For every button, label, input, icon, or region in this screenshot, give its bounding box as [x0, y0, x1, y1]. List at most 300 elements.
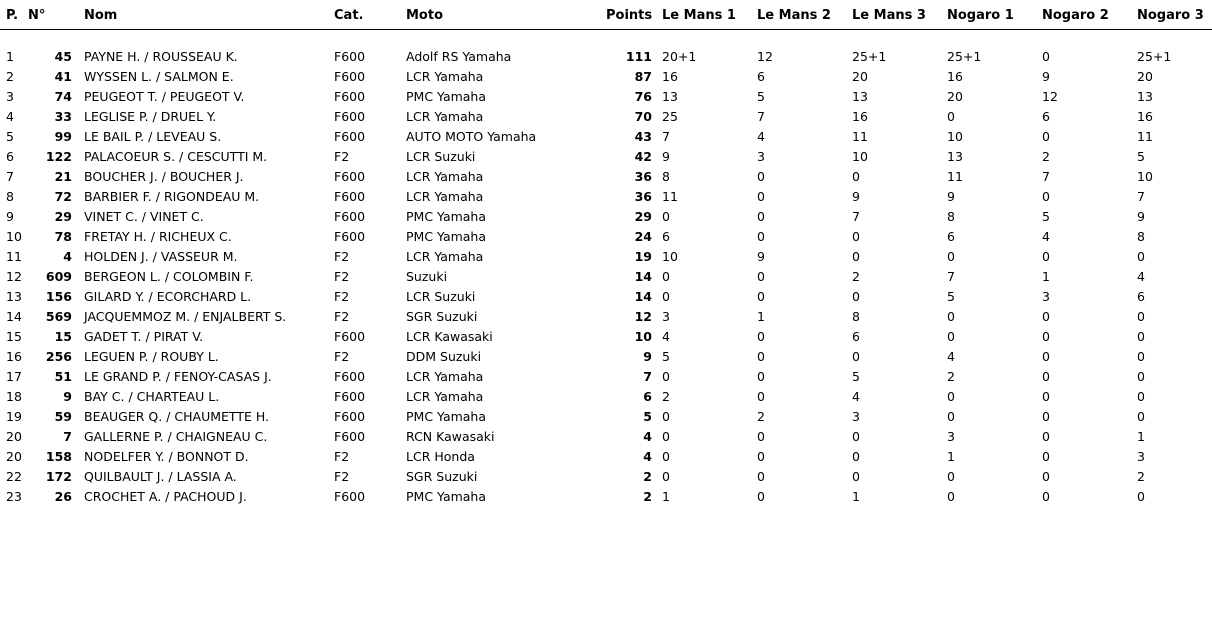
cell-points: 14 — [634, 289, 652, 304]
cell-race-6: 25+1 — [1137, 49, 1172, 64]
cell-points: 42 — [634, 149, 652, 164]
cell-category: F600 — [334, 209, 366, 224]
cell-position: 10 — [6, 229, 22, 244]
cell-position: 5 — [6, 129, 14, 144]
table-row — [0, 47, 1212, 67]
cell-race-6: 4 — [1137, 269, 1145, 284]
cell-name: FRETAY H. / RICHEUX C. — [84, 229, 232, 244]
cell-race-5: 0 — [1042, 449, 1050, 464]
cell-race-6: 2 — [1137, 469, 1145, 484]
cell-race-4: 16 — [947, 69, 963, 84]
cell-number: 4 — [63, 249, 72, 264]
cell-race-2: 0 — [757, 469, 765, 484]
cell-points: 43 — [634, 129, 652, 144]
cell-moto: DDM Suzuki — [406, 349, 482, 364]
cell-position: 13 — [6, 289, 22, 304]
cell-race-2: 12 — [757, 49, 773, 64]
cell-position: 11 — [6, 249, 22, 264]
cell-number: 45 — [54, 49, 72, 64]
cell-race-3: 6 — [852, 329, 860, 344]
cell-moto: PMC Yamaha — [406, 489, 487, 504]
cell-race-5: 6 — [1042, 109, 1050, 124]
cell-moto: PMC Yamaha — [406, 209, 487, 224]
cell-race-3: 25+1 — [852, 49, 887, 64]
cell-points: 111 — [625, 49, 652, 64]
cell-race-6: 10 — [1137, 169, 1153, 184]
cell-race-1: 6 — [662, 229, 670, 244]
cell-category: F600 — [334, 109, 366, 124]
cell-number: 569 — [45, 309, 72, 324]
cell-moto: LCR Yamaha — [406, 189, 484, 204]
cell-race-1: 0 — [662, 469, 670, 484]
cell-number: 609 — [45, 269, 72, 284]
cell-name: QUILBAULT J. / LASSIA A. — [84, 469, 237, 484]
cell-race-1: 20+1 — [662, 49, 697, 64]
cell-name: GILARD Y. / ECORCHARD L. — [84, 289, 252, 304]
cell-race-4: 0 — [947, 389, 955, 404]
column-header-race-6: Nogaro 3 — [1137, 8, 1204, 23]
cell-position: 20 — [6, 449, 22, 464]
cell-name: BAY C. / CHARTEAU L. — [84, 389, 220, 404]
cell-race-3: 8 — [852, 309, 860, 324]
cell-name: GALLERNE P. / CHAIGNEAU C. — [84, 429, 268, 444]
cell-race-1: 0 — [662, 209, 670, 224]
cell-number: 256 — [45, 349, 72, 364]
cell-race-3: 1 — [852, 489, 860, 504]
cell-moto: LCR Suzuki — [406, 289, 476, 304]
cell-race-6: 20 — [1137, 69, 1153, 84]
cell-position: 12 — [6, 269, 22, 284]
cell-race-5: 0 — [1042, 329, 1050, 344]
cell-category: F2 — [334, 249, 350, 264]
table-row — [0, 227, 1212, 247]
cell-race-5: 0 — [1042, 309, 1050, 324]
cell-race-5: 0 — [1042, 429, 1050, 444]
cell-name: VINET C. / VINET C. — [84, 209, 204, 224]
cell-race-2: 3 — [757, 149, 765, 164]
table-row — [0, 487, 1212, 507]
cell-number: 41 — [54, 69, 72, 84]
table-row — [0, 87, 1212, 107]
cell-race-5: 0 — [1042, 189, 1050, 204]
cell-category: F600 — [334, 329, 366, 344]
cell-category: F2 — [334, 269, 350, 284]
cell-race-1: 0 — [662, 449, 670, 464]
cell-race-6: 0 — [1137, 489, 1145, 504]
cell-category: F2 — [334, 449, 350, 464]
cell-race-5: 4 — [1042, 229, 1050, 244]
cell-number: 122 — [45, 149, 72, 164]
column-header-race-1: Le Mans 1 — [662, 8, 736, 23]
cell-moto: Adolf RS Yamaha — [406, 49, 512, 64]
cell-name: BOUCHER J. / BOUCHER J. — [84, 169, 244, 184]
cell-number: 33 — [54, 109, 72, 124]
cell-position: 20 — [6, 429, 22, 444]
cell-race-2: 0 — [757, 169, 765, 184]
cell-position: 9 — [6, 209, 14, 224]
cell-race-3: 0 — [852, 429, 860, 444]
column-header-moto: Moto — [406, 8, 444, 23]
cell-race-6: 16 — [1137, 109, 1153, 124]
cell-moto: LCR Honda — [406, 449, 475, 464]
cell-points: 7 — [643, 369, 652, 384]
cell-race-4: 0 — [947, 109, 955, 124]
cell-category: F600 — [334, 49, 366, 64]
cell-race-6: 3 — [1137, 449, 1145, 464]
cell-race-5: 0 — [1042, 349, 1050, 364]
cell-race-2: 0 — [757, 489, 765, 504]
cell-category: F2 — [334, 349, 350, 364]
cell-race-4: 0 — [947, 309, 955, 324]
cell-race-6: 13 — [1137, 89, 1153, 104]
cell-race-2: 0 — [757, 229, 765, 244]
cell-race-3: 5 — [852, 369, 860, 384]
cell-position: 15 — [6, 329, 22, 344]
cell-category: F600 — [334, 89, 366, 104]
cell-race-4: 20 — [947, 89, 963, 104]
cell-name: PAYNE H. / ROUSSEAU K. — [84, 49, 238, 64]
table-row — [0, 427, 1212, 447]
cell-race-1: 3 — [662, 309, 670, 324]
cell-number: 15 — [54, 329, 72, 344]
cell-points: 14 — [634, 269, 652, 284]
cell-moto: LCR Kawasaki — [406, 329, 493, 344]
column-header-category: Cat. — [334, 8, 364, 23]
cell-race-5: 9 — [1042, 69, 1050, 84]
cell-number: 172 — [45, 469, 72, 484]
cell-race-5: 0 — [1042, 249, 1050, 264]
cell-points: 19 — [634, 249, 652, 264]
cell-race-4: 0 — [947, 329, 955, 344]
cell-race-3: 0 — [852, 229, 860, 244]
cell-name: PALACOEUR S. / CESCUTTI M. — [84, 149, 268, 164]
cell-race-3: 0 — [852, 469, 860, 484]
table-row — [0, 367, 1212, 387]
cell-race-6: 5 — [1137, 149, 1145, 164]
column-header-number: N° — [28, 8, 46, 23]
cell-category: F2 — [334, 289, 350, 304]
table-row — [0, 167, 1212, 187]
cell-points: 6 — [643, 389, 652, 404]
cell-race-2: 5 — [757, 89, 765, 104]
table-row — [0, 387, 1212, 407]
cell-name: WYSSEN L. / SALMON E. — [84, 69, 234, 84]
cell-number: 7 — [63, 429, 72, 444]
cell-number: 59 — [54, 409, 72, 424]
cell-race-2: 0 — [757, 349, 765, 364]
cell-race-6: 7 — [1137, 189, 1145, 204]
cell-race-4: 0 — [947, 249, 955, 264]
cell-race-1: 2 — [662, 389, 670, 404]
column-header-race-2: Le Mans 2 — [757, 8, 831, 23]
cell-race-5: 0 — [1042, 369, 1050, 384]
cell-race-3: 10 — [852, 149, 868, 164]
cell-moto: PMC Yamaha — [406, 409, 487, 424]
cell-race-1: 0 — [662, 369, 670, 384]
column-header-race-3: Le Mans 3 — [852, 8, 926, 23]
cell-race-5: 0 — [1042, 49, 1050, 64]
cell-race-6: 0 — [1137, 249, 1145, 264]
column-header-race-4: Nogaro 1 — [947, 8, 1014, 23]
cell-points: 2 — [643, 469, 652, 484]
cell-name: GADET T. / PIRAT V. — [84, 329, 204, 344]
cell-race-5: 12 — [1042, 89, 1058, 104]
cell-name: JACQUEMMOZ M. / ENJALBERT S. — [84, 309, 287, 324]
cell-position: 19 — [6, 409, 22, 424]
cell-race-6: 0 — [1137, 369, 1145, 384]
table-row — [0, 467, 1212, 487]
cell-number: 21 — [54, 169, 72, 184]
cell-race-2: 6 — [757, 69, 765, 84]
cell-race-1: 5 — [662, 349, 670, 364]
cell-position: 4 — [6, 109, 14, 124]
cell-race-2: 4 — [757, 129, 765, 144]
cell-name: HOLDEN J. / VASSEUR M. — [84, 249, 238, 264]
cell-points: 9 — [643, 349, 652, 364]
cell-name: BEAUGER Q. / CHAUMETTE H. — [84, 409, 269, 424]
cell-position: 16 — [6, 349, 22, 364]
cell-race-3: 0 — [852, 169, 860, 184]
cell-race-5: 3 — [1042, 289, 1050, 304]
cell-position: 8 — [6, 189, 14, 204]
cell-points: 76 — [634, 89, 652, 104]
cell-moto: LCR Yamaha — [406, 249, 484, 264]
cell-moto: PMC Yamaha — [406, 229, 487, 244]
column-header-race-5: Nogaro 2 — [1042, 8, 1109, 23]
cell-race-1: 7 — [662, 129, 670, 144]
cell-race-6: 8 — [1137, 229, 1145, 244]
cell-race-2: 0 — [757, 429, 765, 444]
cell-race-2: 0 — [757, 289, 765, 304]
cell-race-4: 1 — [947, 449, 955, 464]
cell-race-2: 0 — [757, 269, 765, 284]
table-row — [0, 207, 1212, 227]
header-spacer — [0, 30, 1212, 48]
cell-category: F600 — [334, 189, 366, 204]
cell-race-5: 5 — [1042, 209, 1050, 224]
cell-race-4: 3 — [947, 429, 955, 444]
cell-number: 99 — [54, 129, 72, 144]
cell-race-4: 13 — [947, 149, 963, 164]
table-row — [0, 307, 1212, 327]
cell-race-1: 0 — [662, 429, 670, 444]
cell-race-4: 11 — [947, 169, 963, 184]
table-row — [0, 287, 1212, 307]
cell-position: 17 — [6, 369, 22, 384]
cell-race-3: 0 — [852, 449, 860, 464]
cell-race-2: 9 — [757, 249, 765, 264]
cell-race-2: 7 — [757, 109, 765, 124]
cell-race-3: 0 — [852, 249, 860, 264]
column-header-points: Points — [606, 8, 653, 23]
cell-race-5: 0 — [1042, 489, 1050, 504]
cell-race-3: 2 — [852, 269, 860, 284]
cell-race-6: 0 — [1137, 309, 1145, 324]
cell-race-1: 1 — [662, 489, 670, 504]
cell-points: 2 — [643, 489, 652, 504]
table-row — [0, 447, 1212, 467]
standings-table — [0, 8, 1212, 507]
cell-race-5: 0 — [1042, 409, 1050, 424]
cell-name: BERGEON L. / COLOMBIN F. — [84, 269, 254, 284]
cell-race-1: 10 — [662, 249, 678, 264]
cell-number: 51 — [54, 369, 72, 384]
cell-number: 158 — [45, 449, 72, 464]
column-header-name: Nom — [84, 8, 118, 23]
cell-race-3: 3 — [852, 409, 860, 424]
cell-points: 36 — [634, 189, 652, 204]
table-row — [0, 127, 1212, 147]
cell-points: 10 — [634, 329, 652, 344]
cell-race-2: 1 — [757, 309, 765, 324]
cell-race-5: 0 — [1042, 469, 1050, 484]
cell-category: F600 — [334, 129, 366, 144]
cell-points: 24 — [634, 229, 652, 244]
cell-race-3: 4 — [852, 389, 860, 404]
cell-number: 156 — [45, 289, 72, 304]
cell-category: F600 — [334, 389, 366, 404]
cell-points: 87 — [634, 69, 652, 84]
cell-race-1: 4 — [662, 329, 670, 344]
cell-race-3: 11 — [852, 129, 868, 144]
cell-moto: AUTO MOTO Yamaha — [406, 129, 537, 144]
cell-race-3: 9 — [852, 189, 860, 204]
cell-race-6: 9 — [1137, 209, 1145, 224]
cell-number: 26 — [54, 489, 72, 504]
cell-moto: Suzuki — [406, 269, 448, 284]
cell-points: 4 — [643, 429, 652, 444]
cell-moto: LCR Yamaha — [406, 369, 484, 384]
cell-moto: PMC Yamaha — [406, 89, 487, 104]
cell-points: 36 — [634, 169, 652, 184]
cell-category: F600 — [334, 369, 366, 384]
table-row — [0, 187, 1212, 207]
column-header-position: P. — [6, 8, 19, 23]
cell-number: 74 — [54, 89, 72, 104]
cell-position: 7 — [6, 169, 14, 184]
cell-name: PEUGEOT T. / PEUGEOT V. — [84, 89, 245, 104]
cell-race-4: 25+1 — [947, 49, 982, 64]
cell-points: 29 — [634, 209, 652, 224]
cell-category: F2 — [334, 469, 350, 484]
cell-category: F600 — [334, 409, 366, 424]
cell-number: 72 — [54, 189, 72, 204]
cell-race-1: 0 — [662, 409, 670, 424]
cell-number: 78 — [54, 229, 72, 244]
cell-position: 2 — [6, 69, 14, 84]
cell-points: 12 — [634, 309, 652, 324]
cell-race-1: 11 — [662, 189, 678, 204]
cell-race-5: 0 — [1042, 389, 1050, 404]
cell-race-1: 0 — [662, 289, 670, 304]
cell-race-5: 0 — [1042, 129, 1050, 144]
cell-race-6: 0 — [1137, 389, 1145, 404]
cell-race-5: 7 — [1042, 169, 1050, 184]
cell-race-4: 2 — [947, 369, 955, 384]
cell-moto: LCR Yamaha — [406, 69, 484, 84]
table-row — [0, 147, 1212, 167]
cell-name: LEGUEN P. / ROUBY L. — [84, 349, 219, 364]
cell-moto: SGR Suzuki — [406, 469, 478, 484]
cell-race-4: 7 — [947, 269, 955, 284]
cell-name: BARBIER F. / RIGONDEAU M. — [84, 189, 260, 204]
cell-position: 14 — [6, 309, 22, 324]
cell-position: 22 — [6, 469, 22, 484]
table-row — [0, 247, 1212, 267]
cell-name: CROCHET A. / PACHOUD J. — [84, 489, 247, 504]
cell-race-4: 0 — [947, 469, 955, 484]
cell-name: LE GRAND P. / FENOY-CASAS J. — [84, 369, 272, 384]
cell-race-6: 0 — [1137, 349, 1145, 364]
cell-points: 4 — [643, 449, 652, 464]
cell-race-4: 5 — [947, 289, 955, 304]
cell-race-1: 9 — [662, 149, 670, 164]
cell-moto: LCR Yamaha — [406, 389, 484, 404]
cell-moto: LCR Yamaha — [406, 109, 484, 124]
cell-race-5: 1 — [1042, 269, 1050, 284]
cell-moto: LCR Yamaha — [406, 169, 484, 184]
cell-race-4: 10 — [947, 129, 963, 144]
cell-race-5: 2 — [1042, 149, 1050, 164]
cell-position: 3 — [6, 89, 14, 104]
header-spacer-cell — [0, 30, 1212, 48]
cell-points: 70 — [634, 109, 652, 124]
cell-category: F2 — [334, 149, 350, 164]
cell-race-3: 16 — [852, 109, 868, 124]
cell-race-4: 4 — [947, 349, 955, 364]
cell-moto: RCN Kawasaki — [406, 429, 495, 444]
table-row — [0, 107, 1212, 127]
cell-race-4: 9 — [947, 189, 955, 204]
cell-number: 29 — [54, 209, 72, 224]
table-row — [0, 347, 1212, 367]
cell-category: F600 — [334, 429, 366, 444]
cell-position: 23 — [6, 489, 22, 504]
cell-position: 18 — [6, 389, 22, 404]
cell-moto: SGR Suzuki — [406, 309, 478, 324]
cell-race-1: 8 — [662, 169, 670, 184]
cell-race-6: 11 — [1137, 129, 1153, 144]
cell-race-3: 0 — [852, 349, 860, 364]
cell-race-6: 1 — [1137, 429, 1145, 444]
cell-race-4: 8 — [947, 209, 955, 224]
cell-race-4: 6 — [947, 229, 955, 244]
cell-category: F600 — [334, 489, 366, 504]
cell-name: LEGLISE P. / DRUEL Y. — [84, 109, 217, 124]
cell-position: 1 — [6, 49, 14, 64]
cell-race-6: 0 — [1137, 329, 1145, 344]
cell-race-1: 16 — [662, 69, 678, 84]
cell-points: 5 — [643, 409, 652, 424]
table-row — [0, 327, 1212, 347]
cell-race-2: 0 — [757, 209, 765, 224]
cell-race-2: 0 — [757, 189, 765, 204]
cell-category: F2 — [334, 309, 350, 324]
table-row — [0, 67, 1212, 87]
cell-category: F600 — [334, 69, 366, 84]
cell-race-2: 0 — [757, 369, 765, 384]
cell-position: 6 — [6, 149, 14, 164]
cell-category: F600 — [334, 229, 366, 244]
cell-race-3: 7 — [852, 209, 860, 224]
cell-moto: LCR Suzuki — [406, 149, 476, 164]
cell-race-3: 13 — [852, 89, 868, 104]
cell-name: NODELFER Y. / BONNOT D. — [84, 449, 249, 464]
cell-race-3: 0 — [852, 289, 860, 304]
cell-race-1: 13 — [662, 89, 678, 104]
cell-number: 9 — [63, 389, 72, 404]
cell-race-1: 0 — [662, 269, 670, 284]
